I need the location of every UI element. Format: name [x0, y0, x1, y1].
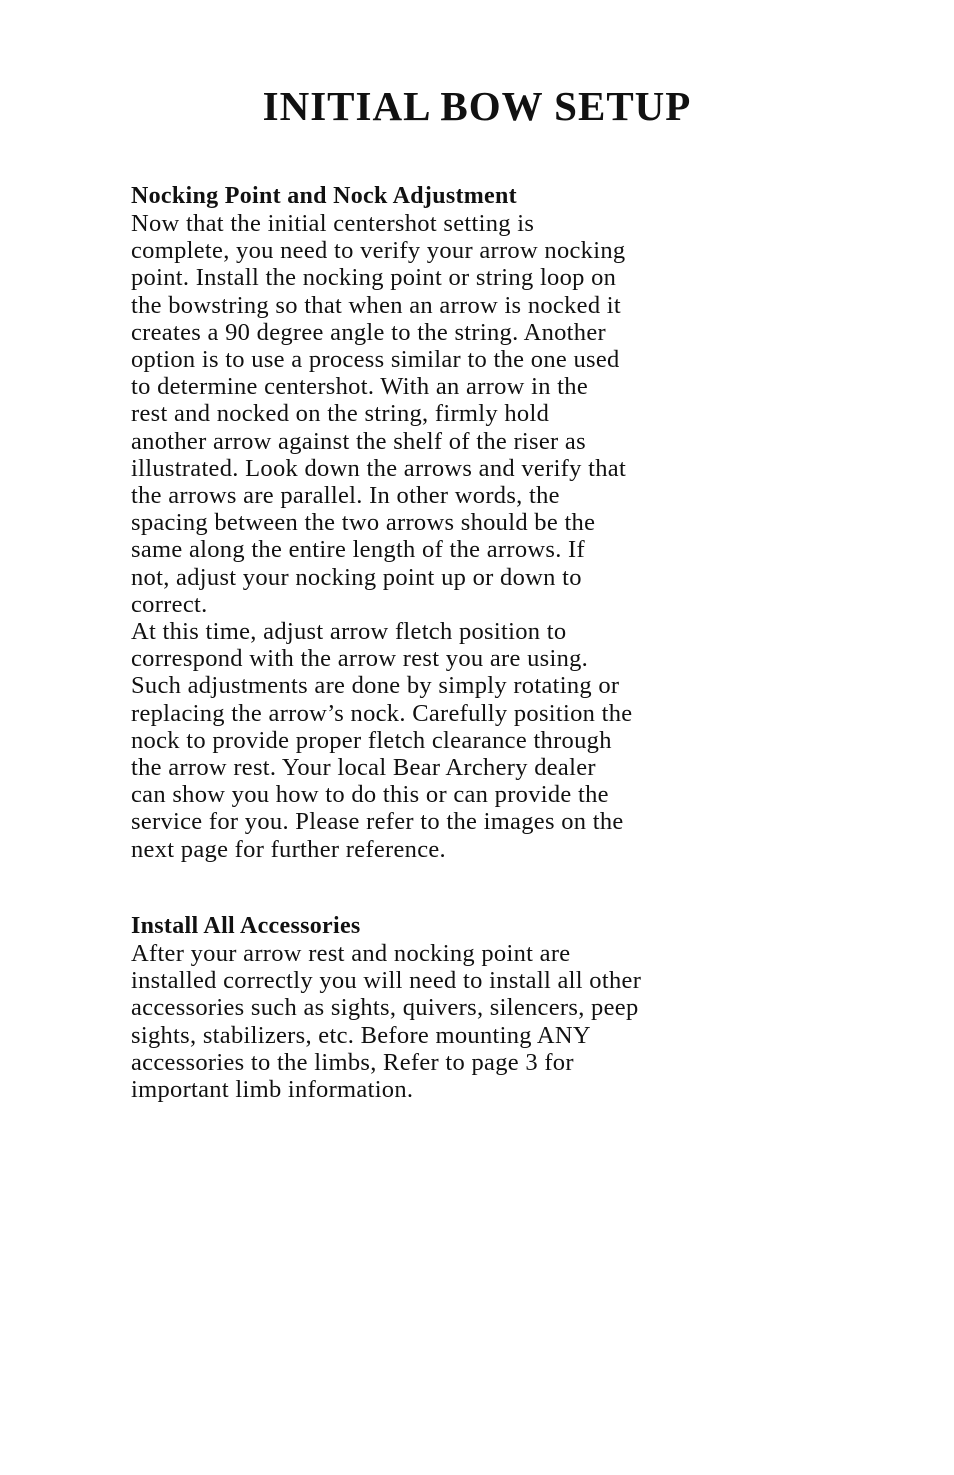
section-install-accessories [131, 912, 831, 1103]
section-paragraph: After your arrow rest and nocking point are installed correctly you will need to install all other accessories such as sights, quivers, silencers, peep sights, stabilizers, etc. Before mounting ANY accessories to the limbs, Refer to page 3 for important limb information. [131, 940, 642, 1104]
page-title: INITIAL BOW SETUP [262, 83, 692, 129]
section-heading: Install All Accessories [131, 913, 361, 939]
section-paragraph: Now that the initial centershot setting is complete, you need to verify your arrow nocking point. Install the nocking point or string loop on the bowstring so that when an arrow is nocked it creates a 90 degree angle to the string. Another option is to use a process similar to the one used to determine centershot. With an arrow in the rest and nocked on the string, firmly hold another arrow against the shelf of the riser as illustrated. Look down the arrows and verify that the arrows are parallel. In other words, the spacing between the two arrows should be the same along the entire length of the arrows. If not, adjust your nocking point up or down to correct. [131, 210, 627, 618]
section-paragraph: At this time, adjust arrow fletch position to correspond with the arrow rest you are using. Such adjustments are done by simply rotating or replacing the arrow’s nock. Carefully position the nock to provide proper fletch clearance through the arrow rest. Your local Bear Archery dealer can show you how to do this or can provide the service for you. Please refer to the images on the next page for further reference. [131, 618, 633, 863]
section-nocking-point [131, 182, 831, 863]
section-heading: Nocking Point and Nock Adjustment [131, 183, 517, 209]
